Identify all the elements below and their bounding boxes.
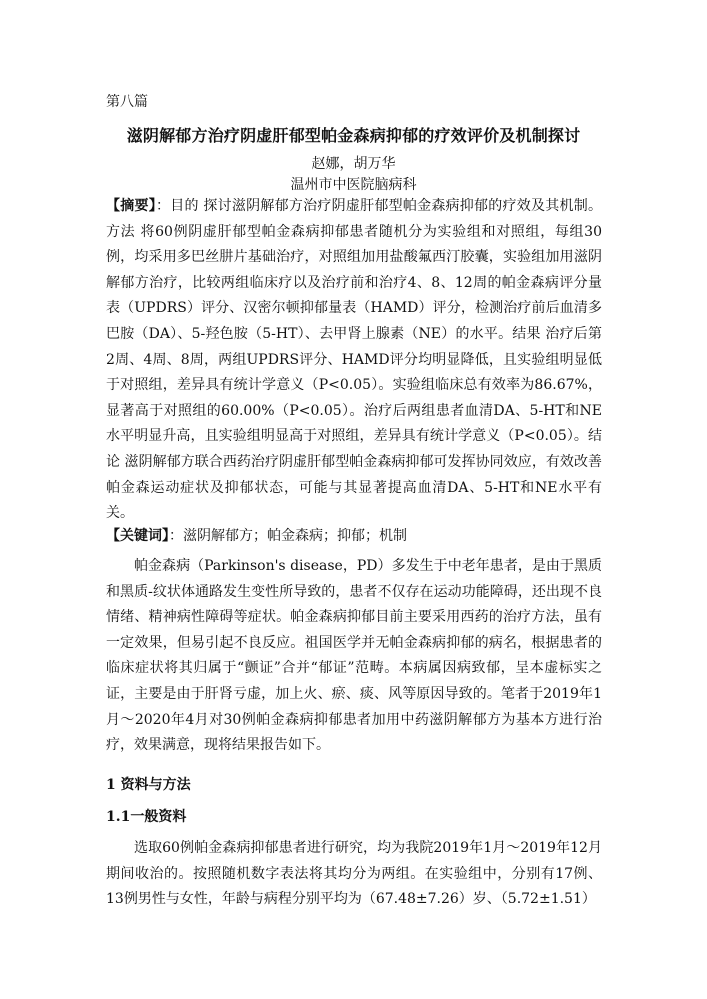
paper-affiliation: 温州市中医院脑病科 [290, 177, 417, 193]
paper-title: 滋阴解郁方治疗阴虚肝郁型帕金森病抑郁的疗效评价及机制探讨 [126, 126, 581, 145]
keywords-text: ：滋阴解郁方；帕金森病；抑郁；机制 [169, 528, 407, 544]
introduction-paragraph: 帕金森病（Parkinson's disease，PD）多发生于中老年患者，是由于黑质和黑质-纹状体通路发生变性所导致的，患者不仅存在运动功能障碍，还出现不良情绪、精神病性障碍等症状。帕金森病抑郁目前主要采用西药的治疗方法，虽有一定效果，但易引起不良反应。祖国医学并无帕金森病抑郁的病名，根据患者的临床症状将其归属于“颤证”合并“郁证”范畴。本病属因病致郁，呈本虚标实之证，主要是由于肝肾亏虚，加上火、瘀、痰、风等原因导致的。笔者于2019年1月～2020年4月对30例帕金森病抑郁患者加用中药滋阴解郁方为基本方进行治疗，效果满意，现将结果报告如下。 [106, 558, 602, 754]
abstract [106, 194, 602, 527]
keywords-label: 【关键词】 [106, 528, 169, 544]
section-heading-1-1: 1.1一般资料 [106, 809, 187, 825]
general-data-paragraph: 选取60例帕金森病抑郁患者进行研究，均为我院2019年1月～2019年12月期间收治的。按照随机数字表法将其均分为两组。在实验组中，分别有17例、13例男性与女性，年龄与病程分别平均为（67.48±7.26）岁、（5.72±1.51） [106, 840, 602, 908]
keywords [106, 524, 602, 550]
paper-authors: 赵娜，胡万华 [311, 156, 396, 172]
chapter-label: 第八篇 [106, 94, 148, 110]
abstract-text: ：目的 探讨滋阴解郁方治疗阴虚肝郁型帕金森病抑郁的疗效及其机制。方法 将60例阴虚肝郁型帕金森病抑郁患者随机分为实验组和对照组，每组30例，均采用多巴丝肼片基础治疗，对照组加用盐酸氟西汀胶囊，实验组加用滋阴解郁方治疗，比较两组临床疗以及治疗前和治疗4、8、12周的帕金森病评分量表（UPDRS）评分、汉密尔顿抑郁量表（HAMD）评分，检测治疗前后血清多巴胺（DA）、5-羟色胺（5-HT）、去甲肾上腺素（NE）的水平。结果 治疗后第2周、4周、8周，两组UPDRS评分、HAMD评分均明显降低，且实验组明显低于对照组，差异具有统计学意义（P<0.05）。实验组临床总有效率为86.67%，显著高于对照组的60.00%（P<0.05）。治疗后两组患者血清DA、5-HT和NE水平明显升高，且实验组明显高于对照组，差异具有统计学意义（P<0.05）。结论 滋阴解郁方联合西药治疗阴虚肝郁型帕金森病抑郁可发挥协同效应，有效改善帕金森运动症状及抑郁状态，可能与其显著提高血清DA、5-HT和NE水平有关。 [106, 198, 603, 522]
abstract-label: 【摘要】 [106, 198, 156, 214]
section-heading-1: 1 资料与方法 [106, 777, 191, 793]
